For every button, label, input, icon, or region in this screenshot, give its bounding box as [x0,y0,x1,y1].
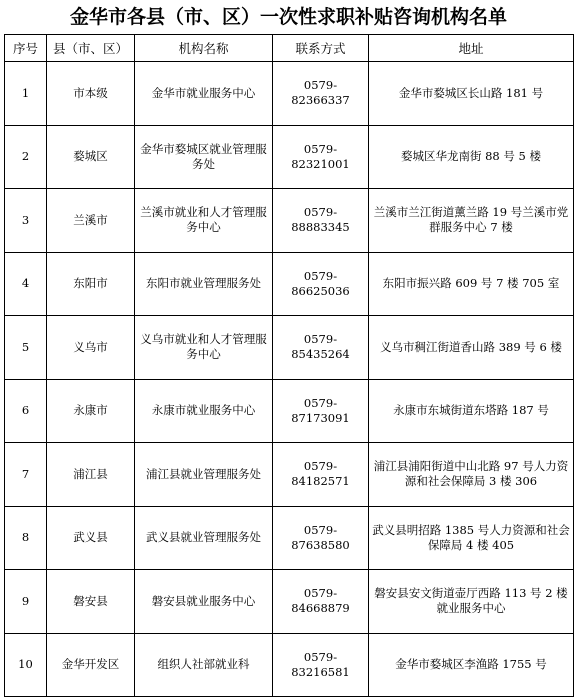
cell-phone: 0579-83216581 [273,633,369,697]
table-row [5,62,574,126]
cell-address: 金华市婺城区长山路 181 号 [369,62,574,126]
cell-agency-name: 金华市就业服务中心 [135,62,273,126]
cell-address: 浦江县浦阳街道中山北路 97 号人力资源和社会保障局 3 楼 306 [369,443,574,507]
cell-agency-name: 兰溪市就业和人才管理服务中心 [135,189,273,253]
cell-agency-name: 义乌市就业和人才管理服务中心 [135,316,273,380]
cell-serial-number: 9 [5,570,47,634]
table-row [5,316,574,380]
cell-address: 武义县明招路 1385 号人力资源和社会保障局 4 楼 405 [369,506,574,570]
cell-phone: 0579-88883345 [273,189,369,253]
header-county: 县（市、区） [47,35,135,62]
cell-county: 永康市 [47,379,135,443]
header-agency-name: 机构名称 [135,35,273,62]
table-row [5,570,574,634]
cell-county: 东阳市 [47,252,135,316]
cell-serial-number: 8 [5,506,47,570]
cell-address: 兰溪市兰江街道薰兰路 19 号兰溪市党群服务中心 7 楼 [369,189,574,253]
cell-county: 金华开发区 [47,633,135,697]
table-row [5,189,574,253]
cell-phone: 0579-84668879 [273,570,369,634]
cell-address: 东阳市振兴路 609 号 7 楼 705 室 [369,252,574,316]
table-row [5,633,574,697]
cell-address: 金华市婺城区李渔路 1755 号 [369,633,574,697]
cell-phone: 0579-82321001 [273,125,369,189]
cell-serial-number: 1 [5,62,47,126]
cell-address: 义乌市稠江街道香山路 389 号 6 楼 [369,316,574,380]
cell-county: 浦江县 [47,443,135,507]
table-row [5,252,574,316]
cell-phone: 0579-87173091 [273,379,369,443]
table-row [5,506,574,570]
cell-phone: 0579-84182571 [273,443,369,507]
cell-address: 磐安县安文街道壶厅西路 113 号 2 楼就业服务中心 [369,570,574,634]
cell-county: 兰溪市 [47,189,135,253]
cell-address: 婺城区华龙南街 88 号 5 楼 [369,125,574,189]
cell-agency-name: 武义县就业管理服务处 [135,506,273,570]
cell-county: 市本级 [47,62,135,126]
cell-serial-number: 10 [5,633,47,697]
cell-serial-number: 4 [5,252,47,316]
cell-serial-number: 2 [5,125,47,189]
header-address: 地址 [369,35,574,62]
document-title: 金华市各县（市、区）一次性求职补贴咨询机构名单 [69,6,507,28]
cell-serial-number: 6 [5,379,47,443]
table-header-row [5,35,574,62]
cell-phone: 0579-86625036 [273,252,369,316]
cell-county: 武义县 [47,506,135,570]
table-row [5,125,574,189]
cell-serial-number: 3 [5,189,47,253]
cell-serial-number: 5 [5,316,47,380]
cell-address: 永康市东城街道东塔路 187 号 [369,379,574,443]
cell-phone: 0579-82366337 [273,62,369,126]
cell-county: 义乌市 [47,316,135,380]
cell-county: 磐安县 [47,570,135,634]
cell-agency-name: 磐安县就业服务中心 [135,570,273,634]
table-row [5,379,574,443]
cell-agency-name: 组织人社部就业科 [135,633,273,697]
cell-agency-name: 浦江县就业管理服务处 [135,443,273,507]
cell-phone: 0579-87638580 [273,506,369,570]
cell-agency-name: 金华市婺城区就业管理服务处 [135,125,273,189]
cell-agency-name: 东阳市就业管理服务处 [135,252,273,316]
header-contact: 联系方式 [273,35,369,62]
header-serial-number: 序号 [5,35,47,62]
cell-county: 婺城区 [47,125,135,189]
table-row [5,443,574,507]
cell-phone: 0579-85435264 [273,316,369,380]
cell-agency-name: 永康市就业服务中心 [135,379,273,443]
cell-serial-number: 7 [5,443,47,507]
consultation-agency-table [4,34,574,697]
